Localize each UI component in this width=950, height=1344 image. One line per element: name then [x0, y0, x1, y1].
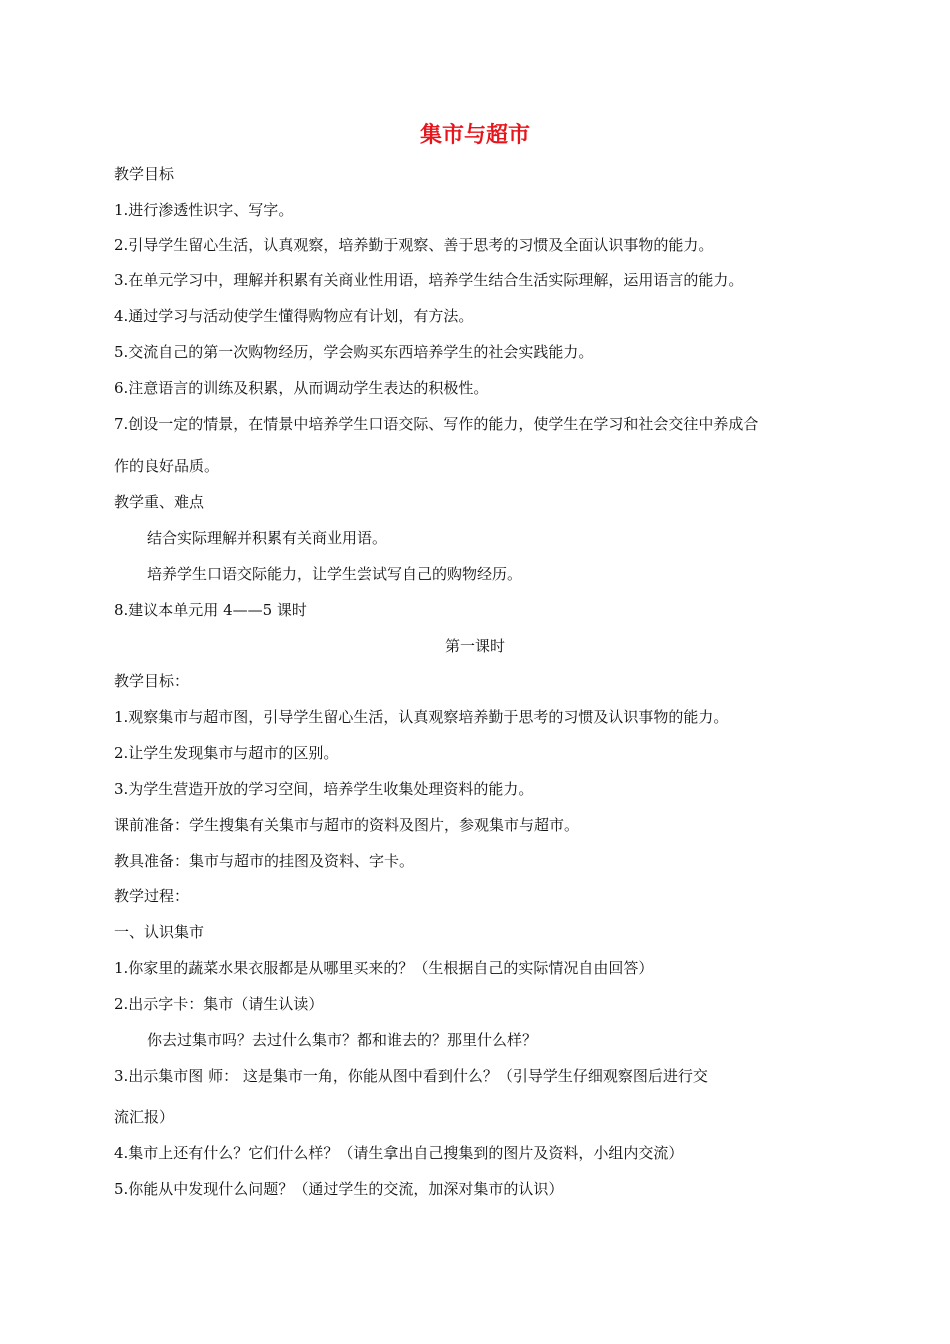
paragraph: 2.让学生发现集市与超市的区别。 — [114, 744, 339, 762]
paragraph: 1.你家里的蔬菜水果衣服都是从哪里买来的？（生根据自己的实际情况自由回答） — [114, 959, 654, 977]
paragraph: 4.通过学习与活动使学生懂得购物应有计划，有方法。 — [114, 307, 474, 325]
paragraph: 1.进行渗透性识字、写字。 — [114, 201, 294, 219]
paragraph: 5.你能从中发现什么问题？（通过学生的交流，加深对集市的认识） — [114, 1180, 564, 1198]
paragraph: 作的良好品质。 — [114, 457, 220, 475]
paragraph: 8.建议本单元用 4——5 课时 — [114, 601, 307, 619]
paragraph: 3.在单元学习中，理解并积累有关商业性用语，培养学生结合生活实际理解，运用语言的能力。 — [114, 271, 744, 289]
paragraph: 你去过集市吗？去过什么集市？都和谁去的？那里什么样？ — [147, 1031, 538, 1049]
paragraph: 2.引导学生留心生活，认真观察，培养勤于观察、善于思考的习惯及全面认识事物的能力。 — [114, 236, 714, 254]
paragraph: 教具准备：集市与超市的挂图及资料、字卡。 — [114, 852, 415, 870]
section-heading: 教学目标： — [114, 672, 190, 690]
section-heading: 教学目标 — [114, 165, 175, 183]
lesson-heading: 第一课时 — [444, 637, 505, 655]
paragraph: 3.出示集市图 师： 这是集市一角，你能从图中看到什么？（引导学生仔细观察图后进行交 — [114, 1067, 708, 1085]
paragraph: 4.集市上还有什么？它们什么样？（请生拿出自己搜集到的图片及资料，小组内交流） — [114, 1144, 684, 1162]
paragraph: 结合实际理解并积累有关商业用语。 — [147, 529, 388, 547]
section-heading: 教学重、难点 — [114, 493, 205, 511]
document-title: 集市与超市 — [419, 123, 530, 148]
section-heading: 教学过程： — [114, 887, 190, 905]
paragraph: 3.为学生营造开放的学习空间，培养学生收集处理资料的能力。 — [114, 780, 534, 798]
paragraph: 1.观察集市与超市图，引导学生留心生活，认真观察培养勤于思考的习惯及认识事物的能力。 — [114, 708, 729, 726]
paragraph: 培养学生口语交际能力，让学生尝试写自己的购物经历。 — [147, 565, 523, 583]
paragraph: 流汇报） — [114, 1108, 175, 1126]
paragraph: 7.创设一定的情景，在情景中培养学生口语交际、写作的能力，使学生在学习和社会交往中养成合 — [114, 415, 759, 433]
paragraph: 课前准备：学生搜集有关集市与超市的资料及图片，参观集市与超市。 — [114, 816, 580, 834]
paragraph: 2.出示字卡：集市（请生认读） — [114, 995, 324, 1013]
section-heading: 一、认识集市 — [114, 923, 205, 941]
paragraph: 6.注意语言的训练及积累，从而调动学生表达的积极性。 — [114, 379, 489, 397]
paragraph: 5.交流自己的第一次购物经历，学会购买东西培养学生的社会实践能力。 — [114, 343, 594, 361]
